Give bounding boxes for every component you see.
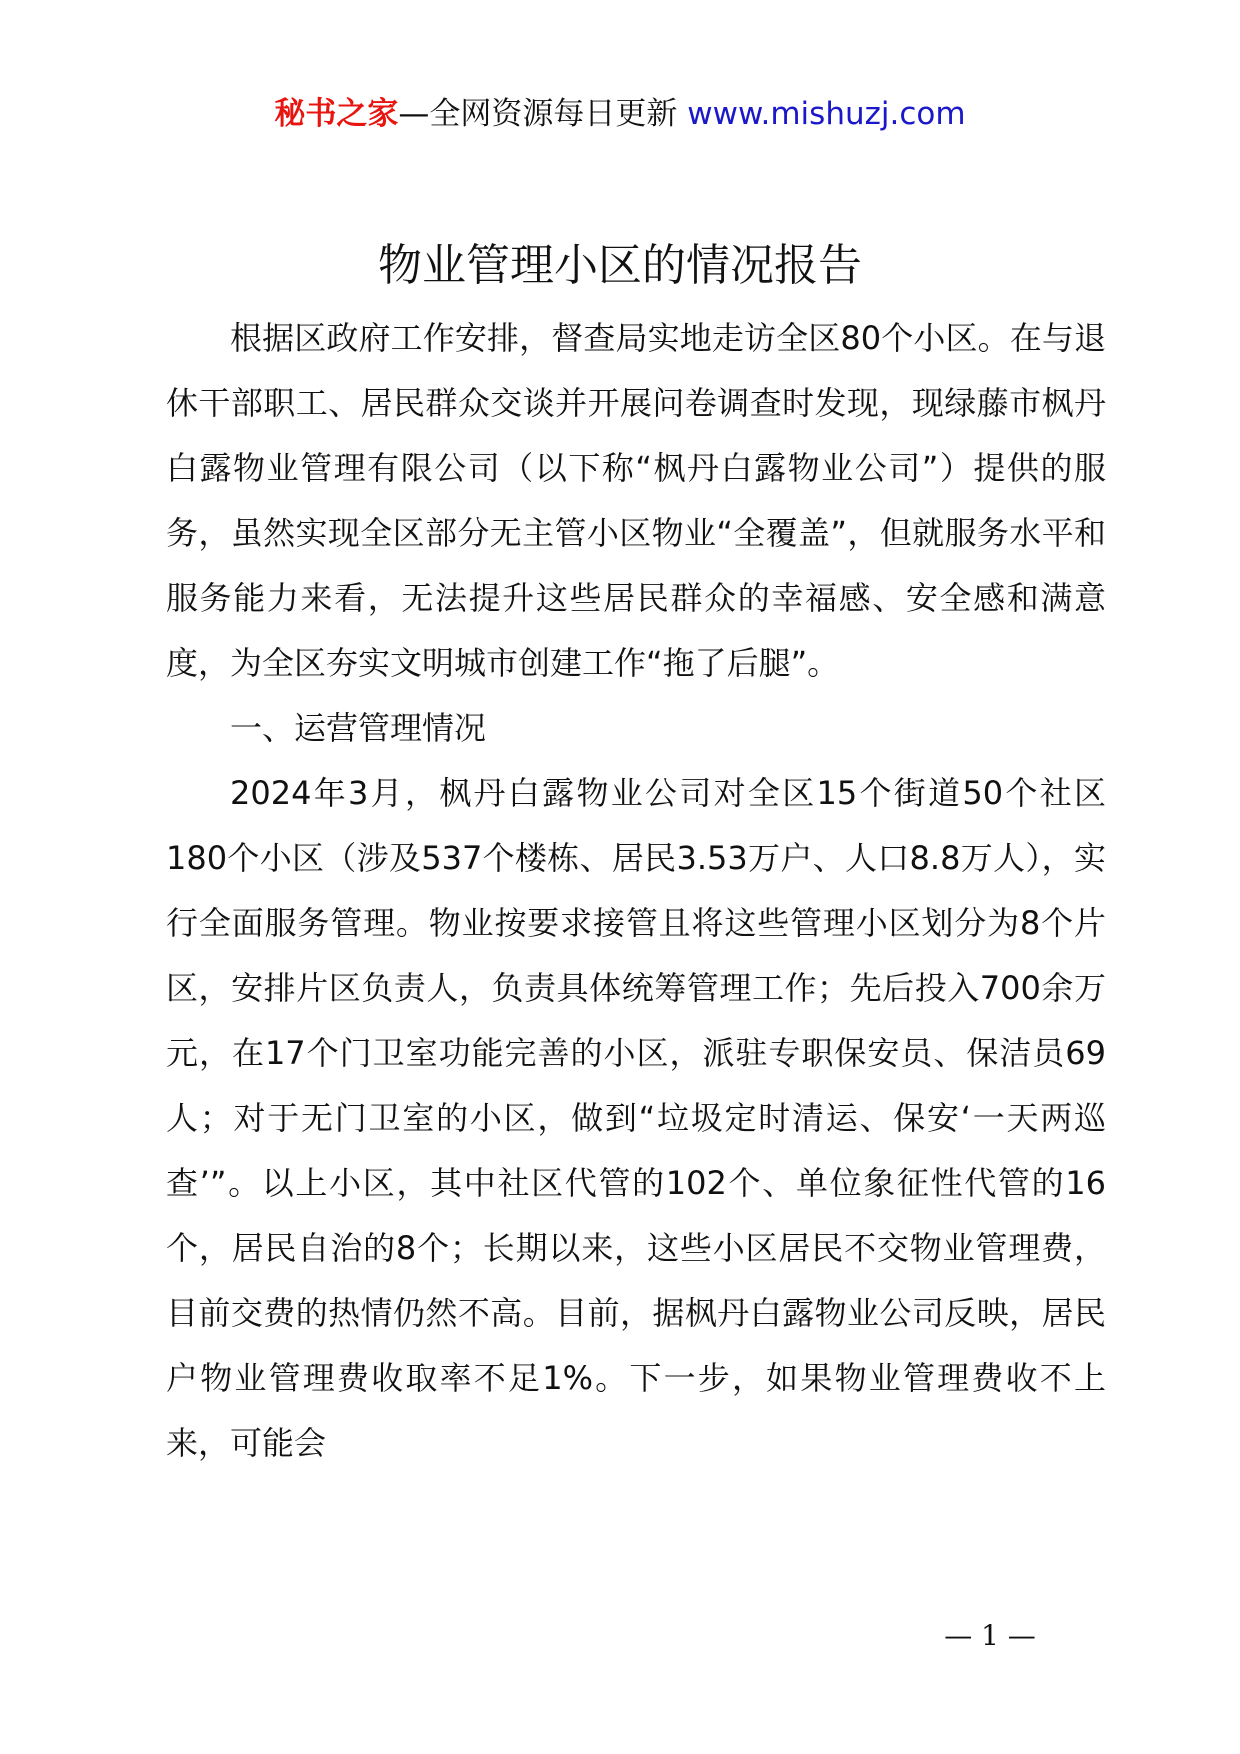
site-tagline: —全网资源每日更新	[398, 96, 678, 132]
page-number: — 1 —	[944, 1619, 1036, 1652]
site-header	[0, 94, 1240, 134]
site-url-link[interactable]: www.mishuzj.com	[687, 96, 966, 132]
paragraph-operations: 2024年3月，枫丹白露物业公司对全区15个街道50个社区180个小区（涉及537个楼栋、居民3.53万户、人口8.8万人），实行全面服务管理。物业按要求接管且将这些管理小区划分为8个片区，安排片区负责人，负责具体统筹管理工作；先后投入700余万元，在17个门卫室功能完善的小区，派驻专职保安员、保洁员69人；对于无门卫室的小区，做到“垃圾定时清运、保安‘一天两巡查’”。以上小区，其中社区代管的102个、单位象征性代管的16个，居民自治的8个；长期以来，这些小区居民不交物业管理费，目前交费的热情仍然不高。目前，据枫丹白露物业公司反映，居民户物业管理费收取率不足1%。下一步，如果物业管理费收不上来，可能会	[166, 774, 1106, 1462]
paragraph-intro: 根据区政府工作安排，督查局实地走访全区80个小区。在与退休干部职工、居民群众交谈并开展问卷调查时发现，现绿藤市枫丹白露物业管理有限公司（以下称“枫丹白露物业公司”）提供的服务，虽然实现全区部分无主管小区物业“全覆盖”，但就服务水平和服务能力来看，无法提升这些居民群众的幸福感、安全感和满意度，为全区夯实文明城市创建工作“拖了后腿”。	[166, 319, 1106, 682]
site-brand: 秘书之家	[274, 96, 399, 132]
document-body	[166, 306, 1106, 1476]
section-heading: 一、运营管理情况	[230, 709, 487, 747]
document-title: 物业管理小区的情况报告	[378, 240, 862, 291]
